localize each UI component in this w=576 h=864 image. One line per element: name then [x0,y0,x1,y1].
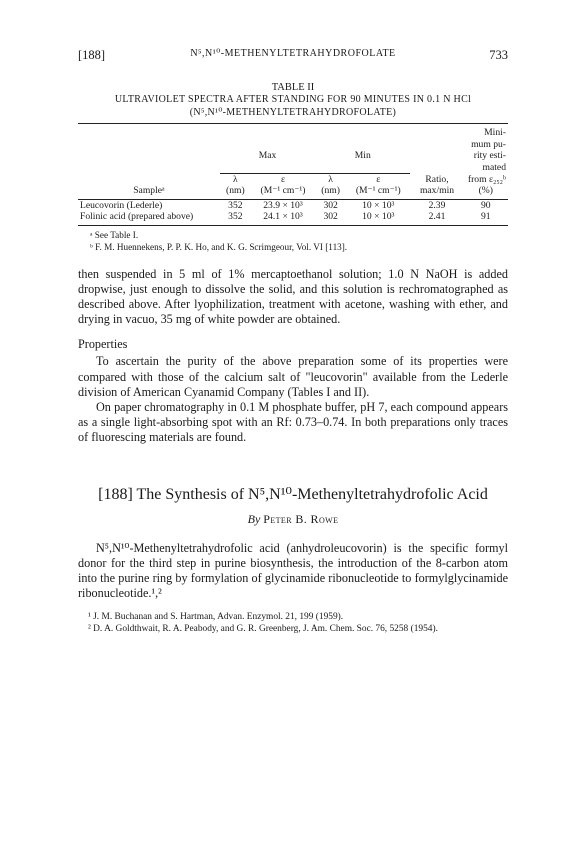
cell-lmax: 352 [228,211,243,222]
table-footnote-b: ᵇ F. M. Huennekens, P. P. K. Ho, and K. G. Scrimgeour, Vol. VI [113]. [90,241,348,252]
cell-lmax: 352 [228,199,243,211]
cell-purity: 91 [481,211,491,222]
table-row [78,211,508,223]
header-title: N⁵,N¹⁰-METHENYLTETRAHYDROFOLATE [190,48,396,59]
body-paragraph: To ascertain the purity of the above preparation some of its properties were compared with those of the calcium salt of "leucovorin" available from the Lederle division of American Cyanamid Company (Tables I and II). [78,354,508,399]
cell-emax: 23.9 × 10³ [263,199,303,211]
header-sample: Sampleᵃ [133,185,165,196]
header-chapter-number: [188] [78,48,106,62]
byline-author: Peter B. Rowe [263,511,339,526]
cell-sample: Leucovorin (Lederle) [80,199,163,211]
cell-lmin: 302 [323,211,338,222]
cell-lmin: 302 [323,199,338,211]
cell-emin: 10 × 10³ [362,211,395,222]
table-footnote-a: ᵃ See Table I. [90,229,139,240]
table-row [78,199,508,211]
header-unit-max: (M⁻¹ cm⁻¹) [260,185,306,196]
table-number: TABLE II [271,82,315,93]
cell-ratio: 2.41 [428,211,446,222]
header-purity-1: Mini- [484,127,506,138]
header-eps-min: ε [376,173,381,185]
body-paragraph: N⁵,N¹⁰-Methenyltetrahydrofolic acid (anhydroleucovorin) is the specific formyl donor for the third step in purine biosynthesis, the introduction of the 8-carbon atom into the purine ring by formylation of glycinamide ribonucleotide to formylglycinamide ribonucleotide.¹,² [78,540,508,601]
table-caption-line1: ULTRAVIOLET SPECTRA AFTER STANDING FOR 90 MINUTES IN 0.1 N HCl [114,94,472,105]
header-nm-min: (nm) [321,185,340,196]
header-ratio: Ratio, [425,173,449,185]
cell-ratio: 2.39 [428,199,446,211]
header-purity-2: mum pu- [471,138,506,150]
body-paragraph: then suspended in 5 ml of 1% mercaptoethanol solution; 1.0 N NaOH is added dropwise, just enough to dissolve the solid, and this solution is rechromatographed as described above. After lyophilization, treatment with acetone, washing with ether, and drying in vacuo, 35 mg of white powder are obtained. [78,266,508,327]
header-unit-min: (M⁻¹ cm⁻¹) [355,185,401,196]
header-ratio-2: max/min [419,185,455,196]
header-lambda-min: λ [328,173,333,185]
section-heading: Properties [78,337,128,352]
header-nm-max: (nm) [226,185,245,196]
byline [78,512,508,527]
running-header [78,48,508,66]
cell-purity: 90 [481,199,491,211]
header-from: from ε₂₅₂ᵇ [467,173,506,185]
header-purity-3: rity esti- [473,150,506,161]
book-page [78,48,508,635]
references [78,611,508,635]
cell-emin: 10 × 10³ [362,199,395,211]
article-title: [188] The Synthesis of N⁵,N¹⁰-Methenyltetrahydrofolic Acid [98,485,488,503]
uv-spectra-table [78,123,508,226]
header-eps-max: ε [280,173,285,185]
reference-item: ² D. A. Goldthwait, R. A. Peabody, and G. R. Greenberg, J. Am. Chem. Soc. 76, 5258 (1954). [88,624,438,635]
reference-item: ¹ J. M. Buchanan and S. Hartman, Advan. Enzymol. 21, 199 (1959). [88,612,344,623]
page-number: 733 [489,48,508,62]
header-percent: (%) [478,185,493,196]
table-caption-line2: (N⁵,N¹⁰-METHENYLTETRAHYDROFOLATE) [189,107,397,118]
body-paragraph: On paper chromatography in 0.1 M phosphate buffer, pH 7, each compound appears as a single light-absorbing spot with an Rf: 0.73–0.74. In both preparations only traces of fluorescing materials are found. [78,399,508,445]
header-purity-4: mated [482,161,506,173]
header-lambda-max: λ [233,173,238,185]
cell-emax: 24.1 × 10³ [263,211,303,222]
header-min: Min [354,150,371,161]
byline-by: By [247,511,261,526]
cell-sample: Folinic acid (prepared above) [80,211,194,222]
header-max: Max [258,150,277,161]
